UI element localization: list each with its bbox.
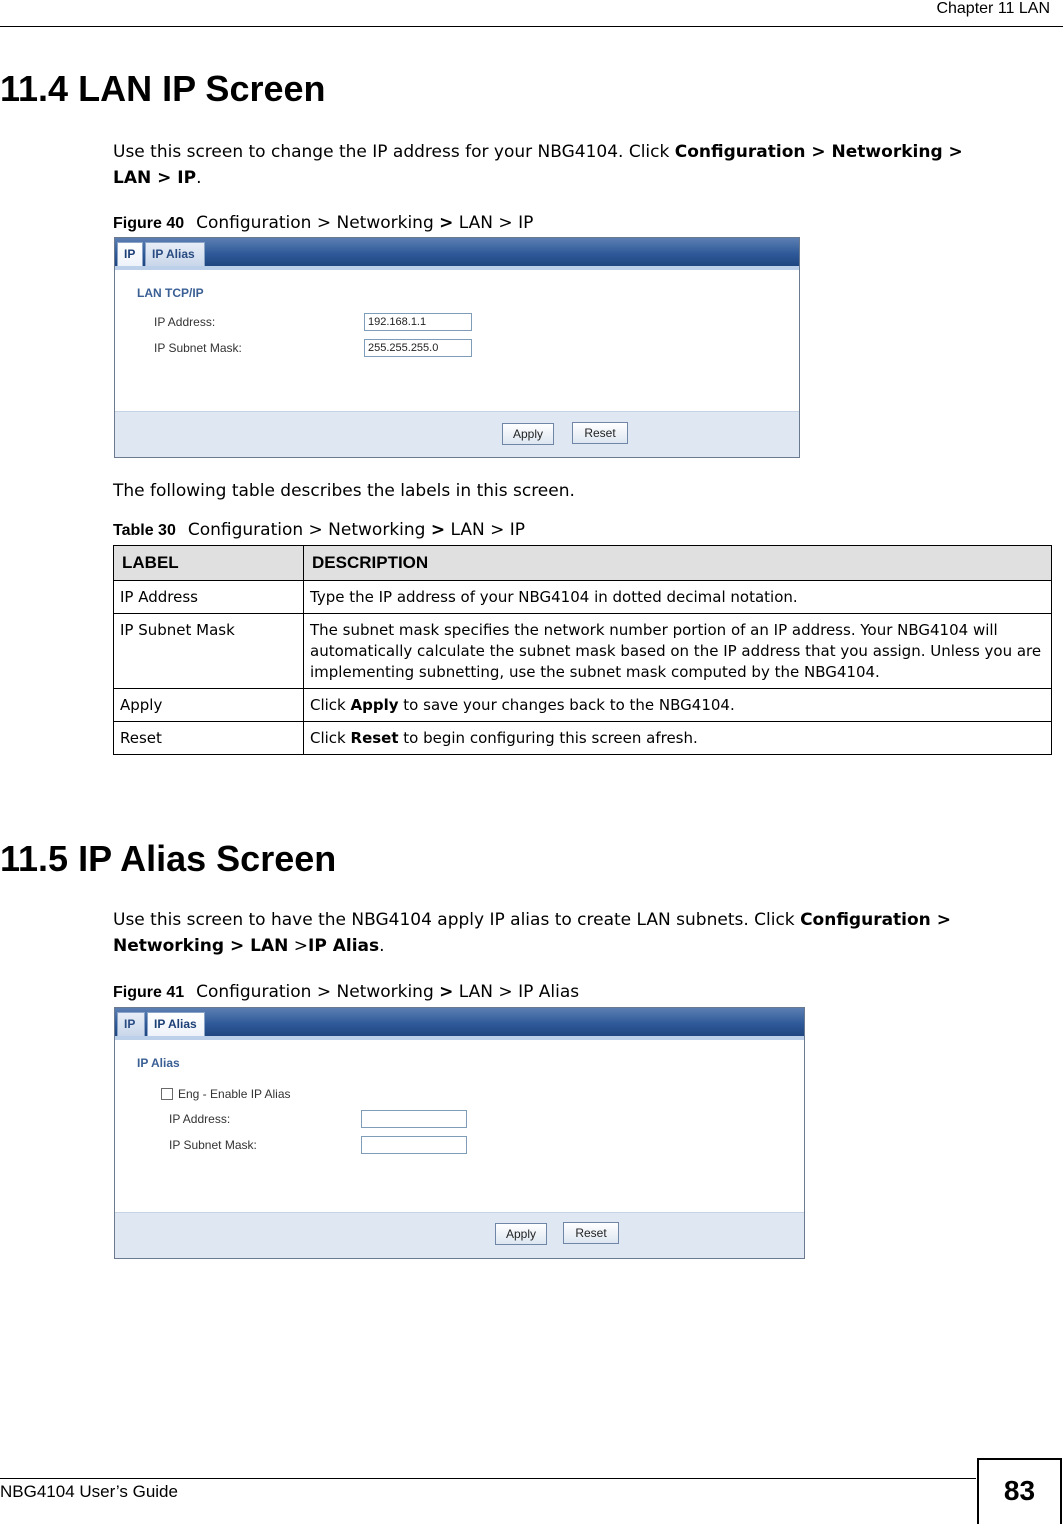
tab-bar [115, 1008, 804, 1036]
section-title-lan-ip: 11.4 LAN IP Screen [0, 68, 326, 109]
row-label: IP Address [114, 581, 304, 614]
ip-subnet-mask-input[interactable]: 255.255.255.0 [364, 339, 472, 357]
table-intro: The following table describes the labels in this screen. [113, 481, 575, 501]
header-rule [0, 26, 1063, 27]
section-title-ip-alias: 11.5 IP Alias Screen [0, 838, 337, 879]
table-row [114, 689, 1052, 722]
table-row [114, 722, 1052, 755]
table-row [114, 614, 1052, 689]
row-description: Type the IP address of your NBG4104 in dotted decimal notation. [304, 581, 1052, 614]
chapter-header: Chapter 11 LAN [936, 0, 1050, 17]
footer-rule [0, 1478, 976, 1479]
figure-40-caption: Figure 40 Configuration > Networking > LAN > IP [113, 213, 534, 233]
alias-ip-address-input[interactable] [361, 1110, 467, 1128]
row-label: Reset [114, 722, 304, 755]
button-bar [115, 411, 799, 458]
row-description: The subnet mask specifies the network number portion of an IP address. Your NBG4104 will automatically calculate the subnet mask based on the IP address that you assign. Unless you are implementing subnetting, use the subnet mask computed by the NBG4104. [304, 614, 1052, 689]
tab-ip-alias[interactable]: IP Alias [147, 1012, 205, 1036]
figure-41-caption: Figure 41 Configuration > Networking > LAN > IP Alias [113, 982, 580, 1002]
section2-intro: Use this screen to have the NBG4104 apply IP alias to create LAN subnets. Click Configuration > Networking > LAN >IP Alias. [113, 910, 951, 956]
label-description-table [113, 545, 1052, 755]
ip-address-label: IP Address: [154, 315, 216, 329]
reset-button[interactable]: Reset [563, 1222, 619, 1244]
enable-ip-alias-label: Eng - Enable IP Alias [178, 1087, 291, 1101]
apply-button[interactable]: Apply [495, 1223, 547, 1245]
lan-tcpip-heading: LAN TCP/IP [137, 286, 204, 300]
ip-subnet-mask-label: IP Subnet Mask: [154, 341, 242, 355]
apply-button[interactable]: Apply [502, 423, 554, 445]
button-bar [115, 1212, 804, 1259]
lan-ip-screenshot [114, 237, 800, 458]
table-row [114, 581, 1052, 614]
page-number: 83 [977, 1458, 1062, 1524]
ip-alias-screenshot [114, 1007, 805, 1259]
row-description: Click Reset to begin configuring this screen afresh. [304, 722, 1052, 755]
reset-button[interactable]: Reset [572, 422, 628, 444]
tab-ip[interactable]: IP [117, 1012, 145, 1036]
ip-address-input[interactable]: 192.168.1.1 [364, 313, 472, 331]
ip-alias-heading: IP Alias [137, 1056, 180, 1070]
enable-ip-alias-checkbox[interactable] [161, 1088, 173, 1100]
table-30-caption: Table 30 Configuration > Networking > LAN > IP [113, 520, 526, 540]
column-header-label: LABEL [114, 546, 304, 581]
section1-intro: Use this screen to change the IP address for your NBG4104. Click Configuration > Networking > LAN > IP. [113, 142, 963, 188]
table-header-row [114, 546, 1052, 581]
column-header-description: DESCRIPTION [304, 546, 1052, 581]
alias-ip-address-label: IP Address: [169, 1112, 231, 1126]
alias-ip-subnet-mask-label: IP Subnet Mask: [169, 1138, 257, 1152]
row-label: IP Subnet Mask [114, 614, 304, 689]
alias-ip-subnet-mask-input[interactable] [361, 1136, 467, 1154]
row-description: Click Apply to save your changes back to the NBG4104. [304, 689, 1052, 722]
tab-ip[interactable]: IP [117, 242, 143, 266]
guide-title: NBG4104 User’s Guide [0, 1482, 178, 1501]
tab-ip-alias[interactable]: IP Alias [145, 242, 205, 266]
row-label: Apply [114, 689, 304, 722]
tab-bar [115, 238, 799, 266]
